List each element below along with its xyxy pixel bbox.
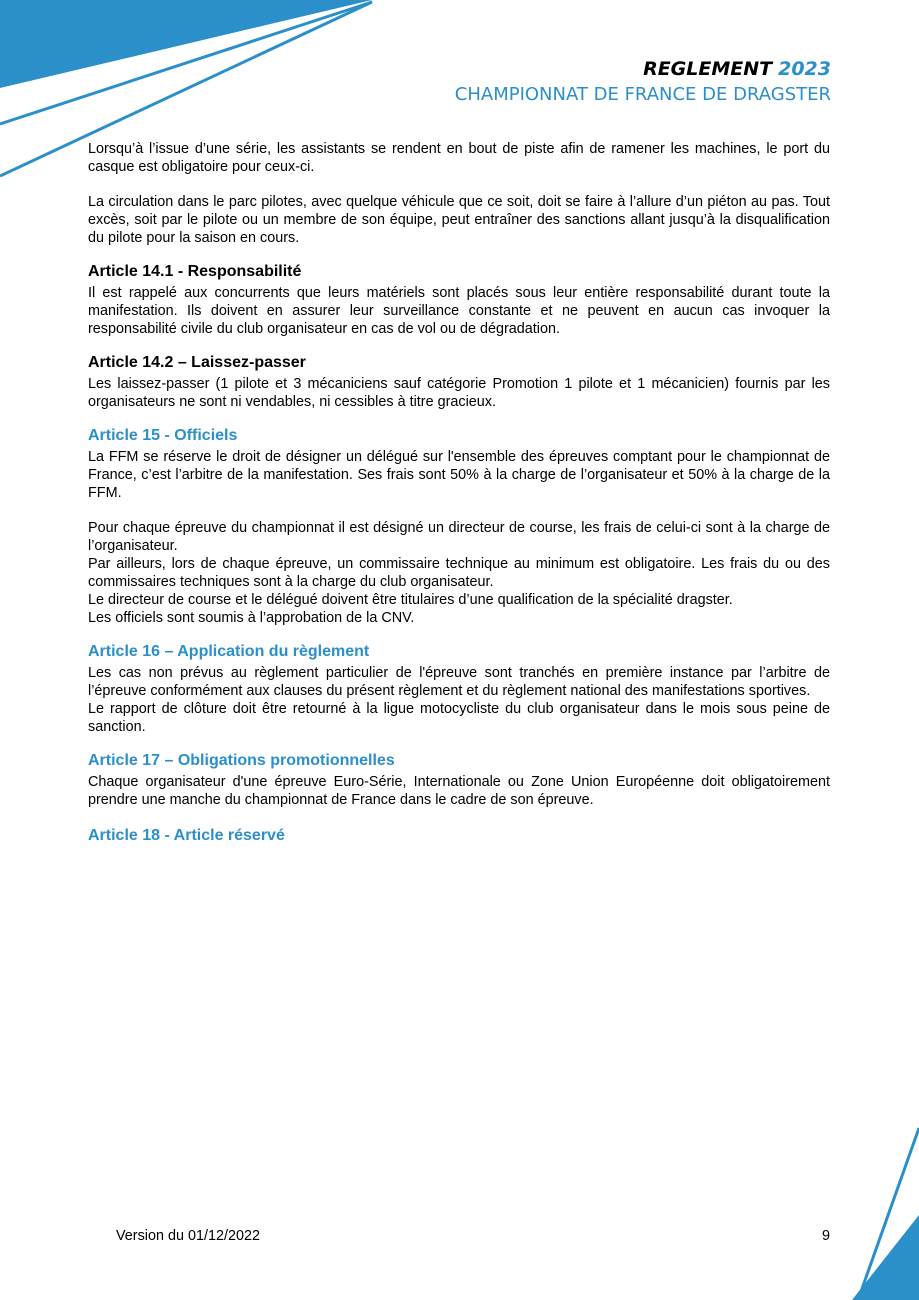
article-15-paragraph-2: Pour chaque épreuve du championnat il est désigné un directeur de course, les frais de celui-ci sont à la charge de l’organisateur. xyxy=(88,520,830,554)
article-15-paragraph-3: Par ailleurs, lors de chaque épreuve, un commissaire technique au minimum est obligatoire. Les frais du ou des commissaires techniques sont à la charge du club organisateur. xyxy=(88,556,830,590)
article-17-text: Chaque organisateur d'une épreuve Euro-Série, Internationale ou Zone Union Européenne doit obligatoirement prendre une manche du championnat de France dans le cadre de son épreuve. xyxy=(88,774,830,808)
footer-page-number: 9 xyxy=(822,1228,831,1244)
article-14-2-heading: Article 14.2 – Laissez-passer xyxy=(88,354,306,371)
header-title: REGLEMENT xyxy=(643,58,773,80)
paragraph-circulation: La circulation dans le parc pilotes, avec quelque véhicule que ce soit, doit se faire à l’allure d’un piéton au pas. Tout excès, soit par le pilote ou un membre de son équipe, peut entraîner des sanctions allant jusqu’à la disqualification du pilote pour la saison en cours. xyxy=(88,194,830,246)
header-year: 2023 xyxy=(778,58,831,80)
article-15-paragraph-1: La FFM se réserve le droit de désigner un délégué sur l'ensemble des épreuves comptant pour le championnat de France, c’est l’arbitre de la manifestation. Ses frais sont 50% à la charge de l’organisateur et 50% à la charge de la FFM. xyxy=(88,449,830,501)
footer-version: Version du 01/12/2022 xyxy=(116,1228,261,1244)
article-18-heading: Article 18 - Article réservé xyxy=(88,827,285,844)
header-stripe-fill xyxy=(0,0,372,88)
article-16-heading: Article 16 – Application du règlement xyxy=(88,643,370,660)
article-14-1-text: Il est rappelé aux concurrents que leurs matériels sont placés sous leur entière responsabilité durant toute la manifestation. Ils doivent en assurer leur surveillance constante et ne peuvent en aucun cas invoquer la responsabilité civile du club organisateur en cas de vol ou de dégradation. xyxy=(88,285,830,337)
article-15-paragraph-5: Les officiels sont soumis à l’approbation de la CNV. xyxy=(88,610,415,626)
article-16-paragraph-2: Le rapport de clôture doit être retourné à la ligue motocycliste du club organisateur dans le mois sous peine de sanction. xyxy=(88,701,830,735)
article-14-1-heading: Article 14.1 - Responsabilité xyxy=(88,263,302,280)
article-15-paragraph-4: Le directeur de course et le délégué doivent être titulaires d’une qualification de la spécialité dragster. xyxy=(88,592,733,608)
paragraph-helmet: Lorsqu’à l’issue d’une série, les assistants se rendent en bout de piste afin de ramener les machines, le port du casque est obligatoire pour ceux-ci. xyxy=(88,141,830,175)
document-header xyxy=(455,56,831,108)
document-body xyxy=(88,140,830,848)
article-17-heading: Article 17 – Obligations promotionnelles xyxy=(88,752,395,769)
article-15-heading: Article 15 - Officiels xyxy=(88,427,238,444)
article-14-2-text: Les laissez-passer (1 pilote et 3 mécaniciens sauf catégorie Promotion 1 pilote et 1 mécanicien) fournis par les organisateurs ne sont ni vendables, ni cessibles à titre gracieux. xyxy=(88,376,830,410)
header-title-line xyxy=(455,56,831,82)
article-16-paragraph-1: Les cas non prévus au règlement particulier de l'épreuve sont tranchés en première instance par l’arbitre de l’épreuve conformément aux clauses du présent règlement et du règlement national des manifestations sportives. xyxy=(88,665,830,699)
header-subtitle: CHAMPIONNAT DE FRANCE DE DRAGSTER xyxy=(454,84,831,105)
